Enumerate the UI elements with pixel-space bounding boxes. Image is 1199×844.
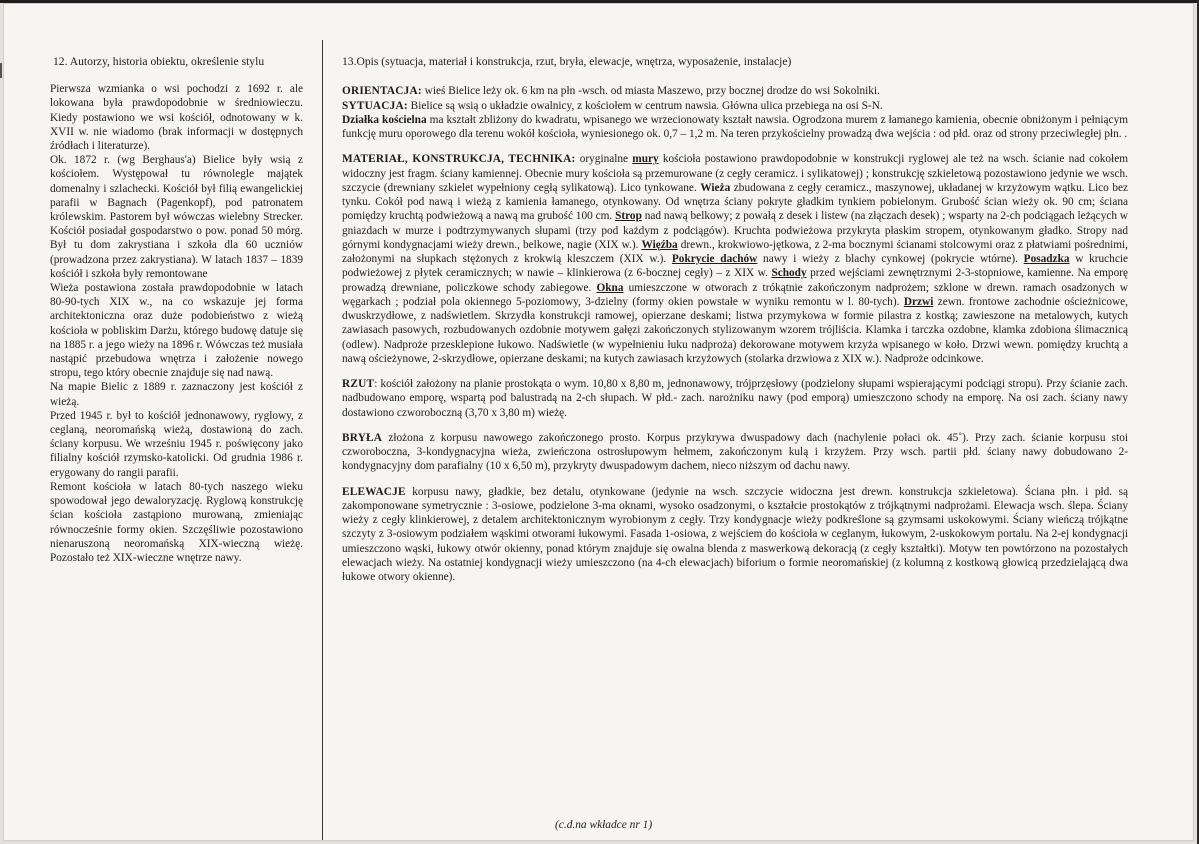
- scan-edge-top: [0, 0, 1199, 3]
- plot-label: Działka kościelna: [342, 113, 427, 126]
- material-text: przed wejściami zewnętrznymi 2-3-stopniowe, kamienne. Na emporę prowadzą drewniane, policzkowe schody zabiegowe.: [342, 267, 1129, 294]
- history-paragraph: Remont kościoła w latach 80-tych naszego wieku spowodował jego dewaloryzację. Ryglową konstrukcję ścian kościoła zastąpiono murowaną, zmieniając równocześnie formy okien. Szczęśliwie pozostawiono nienaruszoną neoromańską XIX-wieczną wieżę. Pozostało też XIX-wieczne wnętrze nawy.: [50, 480, 303, 564]
- column-divider: [322, 40, 323, 840]
- material-text: zewn. frontowe zachodnie ościeżnicowe, dwuskrzydłowe, z nadświetlem. Skrzydła konstrukcji ramowej, opierzane deskami; listwa przymykowa w formie pilastra z kostką; zawieszone na metalowych, kutych zawiasach pasowych, rozbudowanych ozdobnie motywem gałęzi zakończonych stylizowanym wzorem trójliścia. Klamka i tarczka ozdobne, klamka zdobiona ślimacznicą (odlew). Nadproże przesklepione łukowo. Nadświetle (w wypełnieniu łuku nadproża) dekorowane motywem krzyża wpisanego w koło. Drzwi wewn. pomiędzy kruchtą a nawą ościeżynowe, 2-skrzydłowe, opierzane deskami; na kutych zawiasach krzyżowych (stolarka drzwiowa z XIX w.). Nadproże odcinkowe.: [342, 295, 1128, 365]
- walls-keyword: mury: [632, 153, 659, 166]
- elevations-text: korpusu nawy, gładkie, bez detalu, otynkowane (jedynie na wsch. szczycie widoczna jest drewn. konstrukcja szkieletowa). Ściana płn. i płd. są zakomponowane symetrycznie : 3-osiowe, podzielone 3-ma oknami, wysoko osadzonymi, o kształcie prostokątów z trójkątnymi nadprożami. Elewacja wsch. ślepa. Ściany wieży z cegły klinkierowej, z detalem architektonicznym wyrobionym z cegły. Trzy kondygnacje wieży podkreślone są gzymsami uskokowymi. Ściany wieńczą trójkątne szczyty z 3-osiowym podziałem wąskimi otworami łukowymi. Fasada 1-osiowa, z wejściem do kościoła w ceglanym, łukowym, 2-uskokowym portalu. Na 2-ej kondygnacji umieszczono wąski, łukowy otwór okienny, ponad którym znajduje się owalna blenda z maswerkową dekoracją (z cegły kształtki). Motyw ten powtórzono na pozostałych elewacjach wieży. Na ostatniej kondygnacji wieży umieszczono (na 4-ch elewacjach) biforium o formie neoromańskiej (z kolumną z kostkową głowicą przedzielającą dwa łukowe otwory okienne).: [342, 485, 1129, 583]
- material-paragraph: [342, 152, 1128, 366]
- situation-label: SYTUACJA:: [342, 99, 408, 112]
- elevations-paragraph: [342, 485, 1128, 585]
- massing-section: [342, 431, 1128, 474]
- massing-label: BRYŁA: [342, 431, 383, 444]
- material-text: oryginalne: [579, 153, 629, 166]
- plan-paragraph: [342, 377, 1128, 420]
- material-section: [342, 152, 1128, 366]
- section-12-heading: 12. Autorzy, historia obiektu, określenie stylu: [53, 55, 265, 68]
- material-text: umieszczone w otworach z trókątnie zakończonym nadprożem; szklone w drewn. ramach osadzonych w węgarkach ; podział pola okiennego 5-poziomowy, 3-dzielny (formy okien powstałe w wyniku remontu w l. 80-tych).: [342, 281, 1129, 308]
- history-paragraph: Na mapie Bielic z 1889 r. zaznaczony jest kościół z wieżą.: [50, 381, 303, 408]
- massing-text: złożona z korpusu nawowego zakończonego prosto. Korpus przykrywa dwuspadowy dach (nachylenie połaci ok. 45˚). Przy zach. ścianie korpusu stoi czworoboczna, 3-kondygnacyjna wieża, zwieńczona ostrosłupowym hełmem, zakończonym kulą i krzyżem. Przy wsch. partii płd. ściany nawy dobudowano 2-kondygnacyjny dom parafialny (10 x 6,50 m), przykryty dwuspadowym dachem, nieco niższym od dachu nawy.: [342, 431, 1128, 473]
- plan-section: [342, 377, 1128, 420]
- plot-paragraph: [342, 113, 1128, 142]
- material-text: drewn., krokwiowo-jętkowa, z 2-ma bocznymi ścianami stolcowymi oraz z płatwiami pośrednimi, założonymi na słupkach stężonych z krokwią kleszczem (XIX w.).: [342, 238, 1128, 265]
- scan-edge-mark: [0, 63, 2, 78]
- history-paragraph: Ok. 1872 r. (wg Berghaus'a) Bielice były wsią z kościołem. Występował tu równolegle majątek domenalny i szlachecki. Kościół był filią ewangelickiej parafii w Bagnach (Pagenkopf), pod patronatem królewskim. Pastorem był wówczas wielebny Strecker. Kościół posiadał gospodarstwo o pow. ponad 50 mórg. Był tu dom zakrystiana i szkoła dla 60 uczniów (prowadzona przez zakrystiana). W latach 1837 – 1839 kościół i szkoła były remontowane: [50, 154, 303, 280]
- roofing-keyword: Pokrycie dachów: [671, 253, 758, 265]
- history-paragraph: Przed 1945 r. był to kościół jednonawowy, ryglowy, z ceglaną, neoromańską wieżą, dostawioną do zach. ściany korpusu. We wrześniu 1945 r. poświęcony jako filialny kościół rzymsko-katolicki. Od grudnia 1986 r. erygowany do rangii parafii.: [50, 409, 303, 479]
- plot-text: ma kształt zbliżony do kwadratu, wpisanego we wrzecionowaty kształt nawsia. Ogrodzona murem z łamanego kamienia, obecnie obniżonym i pełniącym funkcję muru oporowego dla terenu wokół kościoła, wyniesionego ok. 0,7 – 1,2 m. Na teren przykościelny prowadzą dwa wejścia : od płd. oraz od strony przeciwległej płn. .: [342, 113, 1129, 140]
- orientation-paragraph: [342, 84, 1128, 98]
- windows-keyword: Okna: [596, 281, 624, 294]
- stairs-keyword: Schody: [771, 267, 807, 280]
- continuation-note: (c.d.na wkładce nr 1): [555, 819, 653, 831]
- section-13-heading: 13.Opis (sytuacja, materiał i konstrukcja, rzut, bryła, elewacje, wnętrza, wyposażenie, instalacje): [342, 55, 792, 68]
- plan-text: : kościół założony na planie prostokąta o wym. 10,80 x 8,80 m, jednonawowy, trójprzęsłowy (podzielony słupami wspierającymi podciągi stropu). Przy ścianie zach. nadbudowano emporę, wspartą pod balustradą na 2-ch słupach. W płd.- zach. narożniku nawy (pod emporą) umieszczono schody na emporę. Na osi zach. ściany nawy dostawiono czworoboczną (3,70 x 3,80 m) wieżę.: [342, 378, 1128, 419]
- floor-keyword: Posadzka: [1023, 253, 1070, 265]
- elevations-label: ELEWACJE: [342, 485, 406, 498]
- material-text: nad nawą belkowy; z powałą z desek i listew (na złączach desek) ; wsparty na 2-ch podciągach leżących w gniazdach w murze i podtrzymywanych słupami (trzy pod każdym z podciągów). Kruchta podwieżowa przykryta płaskim stropem, otynkowanym gładko. Stropy nad górnymi kondygnacjami wieży drewn., belkowe, nagie (XIX w.).: [342, 210, 1129, 251]
- material-text: w kruchcie podwieżowej z płytek ceramicznych; w nawie – klinkierowa (z 6-bocznej cegły) – z XIX w.: [342, 253, 1128, 280]
- roof-truss-keyword: Więźba: [641, 238, 678, 251]
- situation-section: [342, 84, 1128, 141]
- history-paragraph: Wieża postawiona została prawdopodobnie w latach 80-90-tych XIX w., na co wskazuje jej forma architektoniczna oraz duże podobieństwo z wieżą kościoła w pobliskim Darżu, którego budowę datuje się na 1885 r. a jego wieży na 1896 r. Wówczas też musiała nastąpić przebudowa wnętrza i założenie nowego stropu, tego który obecnie znajduje się nad nawą.: [50, 282, 303, 380]
- massing-paragraph: [342, 431, 1128, 474]
- plan-label: RZUT: [342, 378, 375, 390]
- doors-keyword: Drzwi: [903, 295, 934, 308]
- material-text: nawy i wieży z blachy cynkowej (pokrycie wtórne).: [763, 253, 1018, 265]
- situation-paragraph: [342, 99, 1128, 113]
- elevations-section: [342, 485, 1128, 585]
- orientation-text: wieś Bielice leży ok. 6 km na płn -wsch. od miasta Maszewo, przy bocznej drodze do wsi Sokolniki.: [424, 85, 880, 98]
- situation-text: Bielice są wsią o układzie owalnicy, z kościołem w centrum nawsia. Główna ulica przebiega na osi S-N.: [410, 99, 883, 112]
- ceiling-keyword: Strop: [615, 210, 642, 223]
- orientation-label: ORIENTACJA:: [342, 85, 422, 98]
- material-text: zbudowana z cegły ceramicz., maszynowej, układanej w krzyżowym wątku. Lico bez tynku. Cokół pod nawą i wieżą z kamienia łamanego, otynkowany. Od wnętrza ściany pokryte gładkim tynkiem pobielonym. Grubość ścian wieży ok. 90 cm; ściana pomiędzy kruchtą podwieżową a nawą ma grubość 100 cm.: [342, 181, 1129, 223]
- history-column: [50, 55, 303, 565]
- material-label: MATERIAŁ, KONSTRUKCJA, TECHNIKA:: [342, 153, 576, 166]
- material-text: kościoła postawiono prawdopodobnie w konstrukcji ryglowej ale też na wsch. ścianie nad cokołem widoczny jest fragm. ściany kamiennej. Obecnie mury kościoła są przemurowane (z cegły ceramicz. i sylikatowej) ; konstrukcję szkieletową pozostawiono jedynie we wsch. szczycie (drewniany szkielet wypełniony cegłą sylikatową). Lico tynkowane.: [342, 153, 1129, 194]
- description-column: [342, 55, 1128, 584]
- history-paragraph: Pierwsza wzmianka o wsi pochodzi z 1692 r. ale lokowana była prawdopodobnie w średniowieczu. Kiedy postawiono we wsi kościół, odnotowany w k. XVII w. nie wiadomo (brak informacji w dostępnych źródłach i literaturze).: [50, 83, 303, 153]
- tower-keyword: Wieża: [700, 181, 731, 194]
